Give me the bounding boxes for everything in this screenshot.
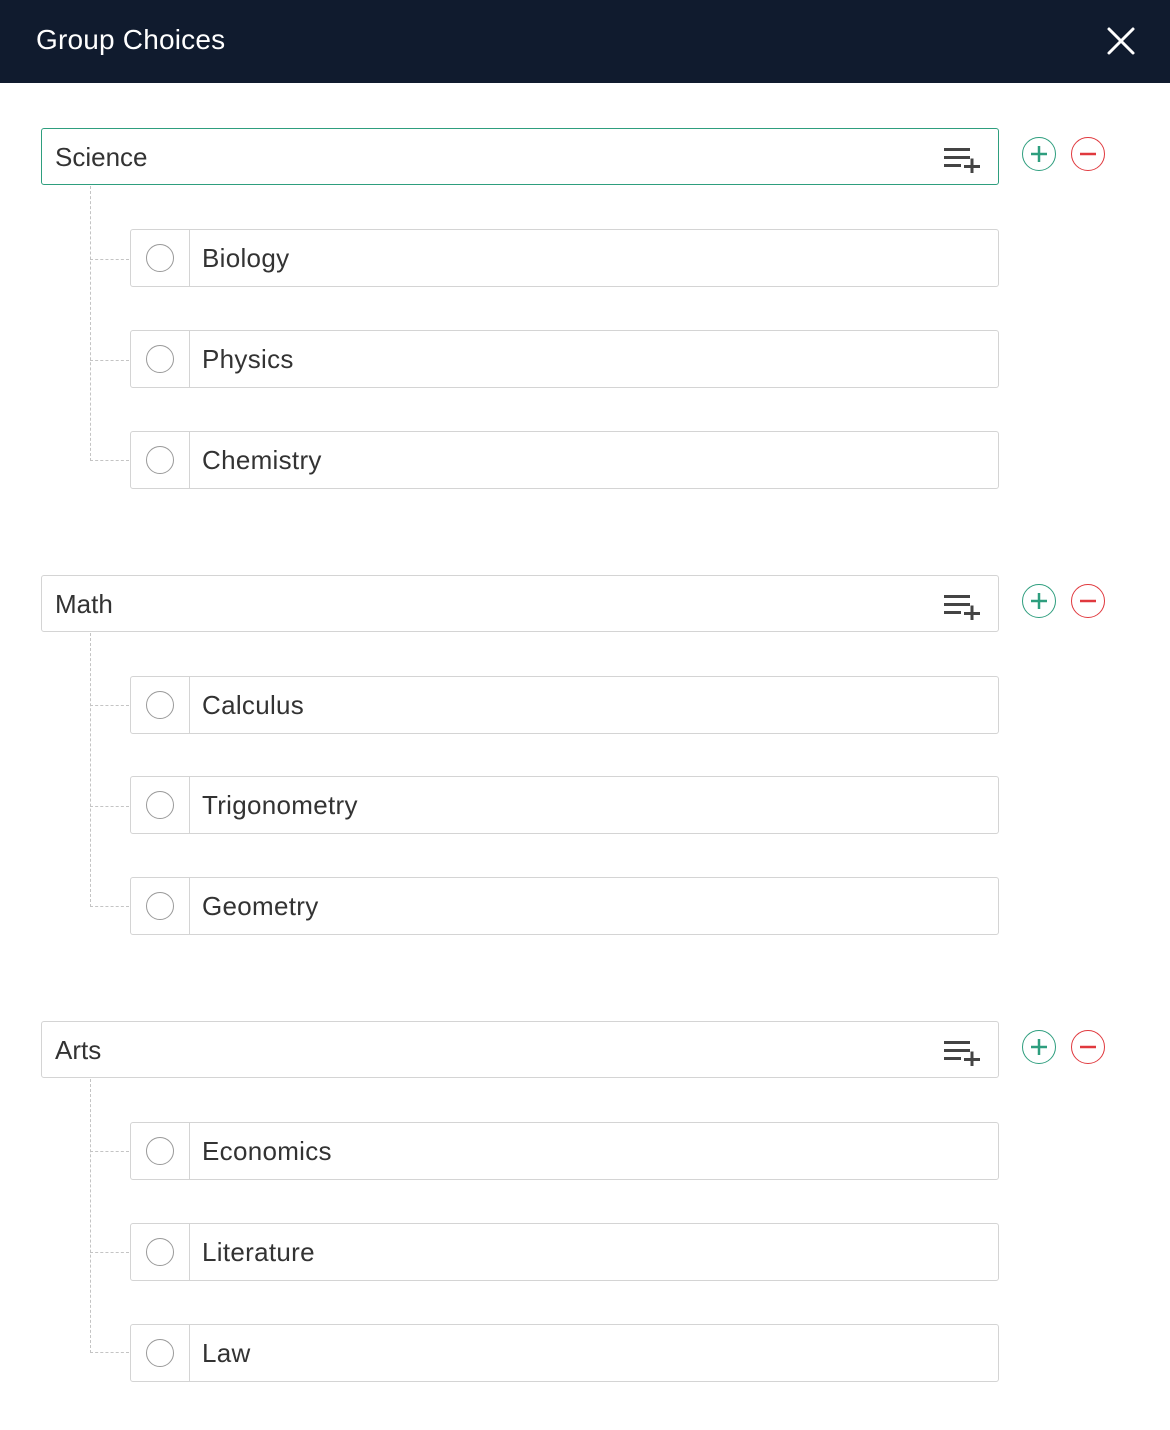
choice-radio[interactable] <box>146 244 174 272</box>
choice-label[interactable]: Economics <box>202 1136 332 1166</box>
choice-row <box>130 229 999 287</box>
radio-cell <box>131 677 190 733</box>
remove-group-button[interactable] <box>1071 137 1105 171</box>
close-icon <box>1100 20 1142 62</box>
choice-label[interactable]: Calculus <box>202 690 305 720</box>
tree-branch <box>90 906 129 907</box>
plus-icon <box>1023 585 1055 617</box>
dialog-title: Group Choices <box>36 24 226 55</box>
choice-radio[interactable] <box>146 1339 174 1367</box>
group-name-text: Math <box>55 589 113 619</box>
radio-cell <box>131 777 190 833</box>
plus-icon <box>1023 1031 1055 1063</box>
choice-row <box>130 877 999 935</box>
choice-label[interactable]: Biology <box>202 243 290 273</box>
group-name-text: Science <box>55 142 148 172</box>
tree-branch <box>90 1151 129 1152</box>
close-button[interactable] <box>1100 20 1142 62</box>
choice-row <box>130 330 999 388</box>
choice-label[interactable]: Trigonometry <box>202 790 358 820</box>
add-choice-icon[interactable] <box>942 592 982 620</box>
plus-icon <box>1023 138 1055 170</box>
minus-icon <box>1072 585 1104 617</box>
choice-radio[interactable] <box>146 1238 174 1266</box>
radio-cell <box>131 331 190 387</box>
radio-cell <box>131 1224 190 1280</box>
add-group-button[interactable] <box>1022 1030 1056 1064</box>
tree-branch <box>90 259 129 260</box>
choice-label[interactable]: Law <box>202 1338 251 1368</box>
group-name-field[interactable] <box>41 128 999 185</box>
group-name-field[interactable] <box>41 1021 999 1078</box>
tree-branch <box>90 1252 129 1253</box>
add-group-button[interactable] <box>1022 137 1056 171</box>
choice-radio[interactable] <box>146 691 174 719</box>
remove-group-button[interactable] <box>1071 584 1105 618</box>
choice-radio[interactable] <box>146 1137 174 1165</box>
group-name-text: Arts <box>55 1035 102 1065</box>
choice-radio[interactable] <box>146 892 174 920</box>
radio-cell <box>131 230 190 286</box>
minus-icon <box>1072 138 1104 170</box>
choice-row <box>130 776 999 834</box>
choice-radio[interactable] <box>146 345 174 373</box>
radio-cell <box>131 1325 190 1381</box>
choice-row <box>130 1324 999 1382</box>
minus-icon <box>1072 1031 1104 1063</box>
choice-group <box>0 1021 1170 1383</box>
add-group-button[interactable] <box>1022 584 1056 618</box>
add-choice-icon[interactable] <box>942 145 982 173</box>
radio-cell <box>131 1123 190 1179</box>
choice-row <box>130 431 999 489</box>
choice-label[interactable]: Geometry <box>202 891 319 921</box>
tree-branch <box>90 806 129 807</box>
remove-group-button[interactable] <box>1071 1030 1105 1064</box>
tree-connector <box>90 186 91 461</box>
dialog-header <box>0 0 1170 83</box>
choice-label[interactable]: Physics <box>202 344 294 374</box>
choice-row <box>130 1223 999 1281</box>
tree-connector <box>90 633 91 907</box>
radio-cell <box>131 878 190 934</box>
tree-connector <box>90 1079 91 1353</box>
add-choice-icon[interactable] <box>942 1038 982 1066</box>
choice-group <box>0 128 1170 490</box>
choice-group <box>0 575 1170 937</box>
radio-cell <box>131 432 190 488</box>
group-name-field[interactable] <box>41 575 999 632</box>
tree-branch <box>90 460 129 461</box>
choice-radio[interactable] <box>146 791 174 819</box>
choice-label[interactable]: Chemistry <box>202 445 322 475</box>
choice-radio[interactable] <box>146 446 174 474</box>
choice-row <box>130 676 999 734</box>
tree-branch <box>90 360 129 361</box>
tree-branch <box>90 705 129 706</box>
tree-branch <box>90 1352 129 1353</box>
choice-label[interactable]: Literature <box>202 1237 315 1267</box>
choice-row <box>130 1122 999 1180</box>
